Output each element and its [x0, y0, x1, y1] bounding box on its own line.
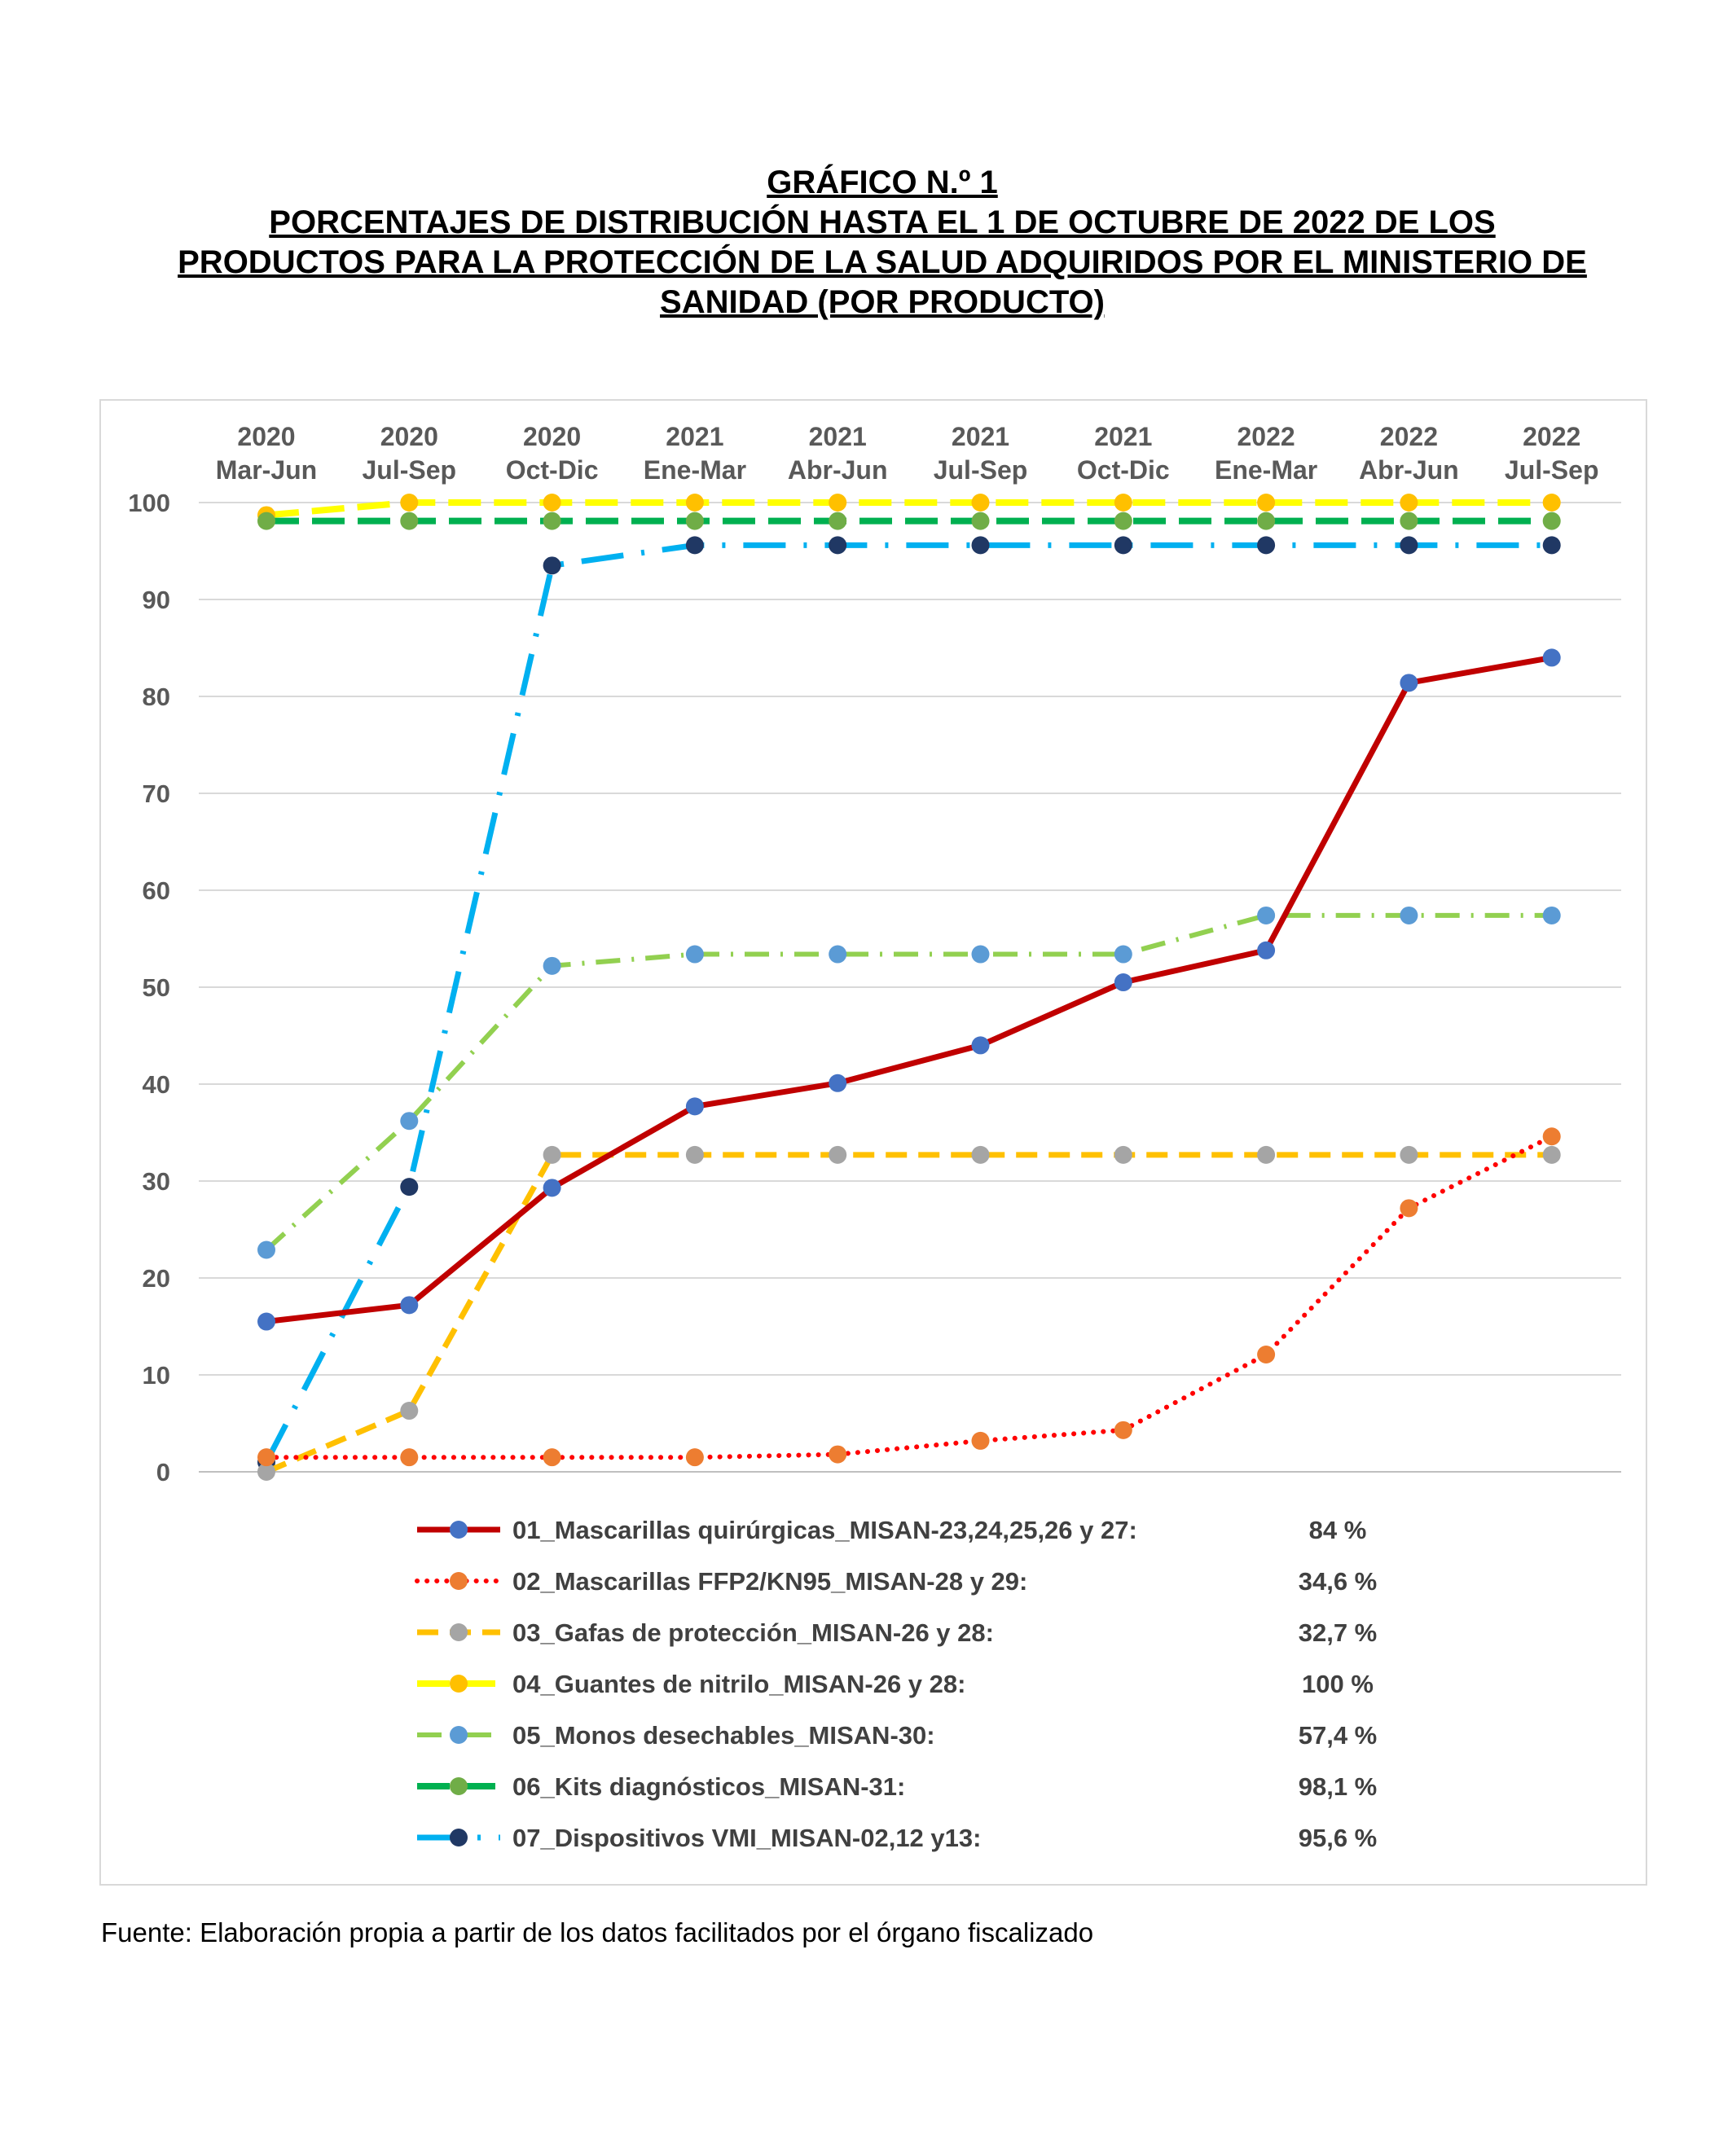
- data-point: [1400, 512, 1418, 530]
- y-tick-label: 60: [142, 876, 170, 905]
- data-point: [1257, 536, 1275, 554]
- x-tick-label: Abr-Jun: [1359, 455, 1459, 485]
- data-point: [543, 1146, 561, 1164]
- data-point: [1543, 494, 1561, 512]
- x-tick-label: Oct-Dic: [505, 455, 599, 485]
- data-point: [829, 1074, 846, 1092]
- data-point: [1114, 946, 1132, 964]
- x-tick-label: 2021: [808, 422, 867, 451]
- data-point: [1114, 1421, 1132, 1439]
- legend-label: 04_Guantes de nitrilo_MISAN-26 y 28:: [512, 1670, 966, 1698]
- data-point: [686, 512, 704, 530]
- data-point: [543, 1179, 561, 1197]
- data-point: [972, 536, 990, 554]
- data-point: [1257, 942, 1275, 959]
- data-point: [686, 946, 704, 964]
- y-tick-label: 70: [142, 779, 170, 808]
- x-tick-label: 2021: [666, 422, 724, 451]
- legend-label: 03_Gafas de protección_MISAN-26 y 28:: [512, 1618, 994, 1647]
- x-tick-label: 2021: [951, 422, 1010, 451]
- title-line: PORCENTAJES DE DISTRIBUCIÓN HASTA EL 1 DE OCTUBRE DE 2022 DE LOS: [269, 204, 1496, 240]
- data-point: [1400, 494, 1418, 512]
- series-5: [257, 907, 1561, 1259]
- data-point: [1400, 907, 1418, 924]
- series-6: [257, 512, 1561, 530]
- chart-area: [99, 399, 1647, 1886]
- data-point: [686, 1146, 704, 1164]
- y-tick-label: 80: [142, 683, 170, 711]
- data-point: [1543, 648, 1561, 666]
- series-line: [266, 545, 1552, 1462]
- legend-value: 100 %: [1302, 1670, 1374, 1698]
- x-tick-label: Jul-Sep: [933, 455, 1028, 485]
- series-line: [266, 1136, 1552, 1457]
- data-point: [1257, 1346, 1275, 1363]
- data-point: [1257, 907, 1275, 924]
- legend-item: [417, 1618, 1377, 1647]
- x-tick-label: Jul-Sep: [362, 455, 457, 485]
- x-tick-label: 2022: [1237, 422, 1295, 451]
- data-point: [257, 1313, 275, 1331]
- data-point: [1543, 907, 1561, 924]
- data-point: [400, 512, 418, 530]
- data-point: [1543, 1146, 1561, 1164]
- x-tick-label: Ene-Mar: [643, 455, 747, 485]
- legend-marker: [450, 1675, 468, 1693]
- series-line: [266, 1155, 1552, 1472]
- legend-item: [417, 1516, 1366, 1544]
- data-point: [1543, 512, 1561, 530]
- legend-marker: [450, 1521, 468, 1539]
- data-point: [543, 556, 561, 574]
- x-tick-label: Ene-Mar: [1214, 455, 1318, 485]
- legend-item: [417, 1824, 1377, 1852]
- data-point: [829, 494, 846, 512]
- data-point: [829, 512, 846, 530]
- legend-value: 98,1 %: [1298, 1772, 1378, 1801]
- series-line: [266, 657, 1552, 1321]
- legend-label: 02_Mascarillas FFP2/KN95_MISAN-28 y 29:: [512, 1567, 1028, 1596]
- y-tick-label: 30: [142, 1167, 170, 1196]
- data-point: [257, 512, 275, 530]
- data-point: [1114, 973, 1132, 991]
- data-point: [1114, 512, 1132, 530]
- x-tick-label: Abr-Jun: [787, 455, 888, 485]
- data-point: [400, 1296, 418, 1314]
- legend-marker: [450, 1572, 468, 1590]
- data-point: [972, 512, 990, 530]
- data-point: [1114, 536, 1132, 554]
- y-tick-label: 50: [142, 973, 170, 1002]
- legend-item: [417, 1772, 1377, 1801]
- data-point: [1400, 536, 1418, 554]
- data-point: [400, 1402, 418, 1420]
- legend-label: 06_Kits diagnósticos_MISAN-31:: [512, 1772, 906, 1801]
- data-point: [1257, 1146, 1275, 1164]
- data-point: [972, 1432, 990, 1450]
- data-point: [972, 946, 990, 964]
- x-tick-label: 2022: [1523, 422, 1581, 451]
- data-point: [972, 1036, 990, 1054]
- data-point: [686, 536, 704, 554]
- y-tick-label: 100: [128, 489, 170, 517]
- data-point: [543, 957, 561, 975]
- y-tick-label: 90: [142, 586, 170, 614]
- data-point: [1114, 1146, 1132, 1164]
- legend-item: [417, 1567, 1377, 1596]
- data-point: [972, 494, 990, 512]
- data-point: [1257, 494, 1275, 512]
- legend-value: 84 %: [1308, 1516, 1367, 1544]
- legend-label: 01_Mascarillas quirúrgicas_MISAN-23,24,25,26 y 27:: [512, 1516, 1137, 1544]
- legend-value: 57,4 %: [1298, 1721, 1378, 1750]
- y-tick-label: 0: [156, 1458, 170, 1486]
- title-line: PRODUCTOS PARA LA PROTECCIÓN DE LA SALUD ADQUIRIDOS POR EL MINISTERIO DE: [178, 244, 1587, 280]
- legend-value: 95,6 %: [1298, 1824, 1378, 1852]
- legend-value: 34,6 %: [1298, 1567, 1378, 1596]
- x-tick-label: 2020: [380, 422, 438, 451]
- legend-label: 05_Monos desechables_MISAN-30:: [512, 1721, 935, 1750]
- data-point: [829, 1146, 846, 1164]
- data-point: [543, 1448, 561, 1466]
- series-line: [266, 503, 1552, 516]
- legend-marker: [450, 1829, 468, 1846]
- data-point: [400, 494, 418, 512]
- data-point: [543, 494, 561, 512]
- data-point: [543, 512, 561, 530]
- series-2: [257, 1127, 1561, 1466]
- legend-value: 32,7 %: [1298, 1618, 1378, 1647]
- data-point: [257, 1240, 275, 1258]
- legend-marker: [450, 1777, 468, 1795]
- data-point: [686, 1448, 704, 1466]
- x-tick-label: 2020: [523, 422, 582, 451]
- chart-title: [98, 163, 1667, 323]
- x-tick-label: Mar-Jun: [215, 455, 318, 485]
- x-tick-label: 2022: [1379, 422, 1438, 451]
- title-line: GRÁFICO N.º 1: [767, 165, 998, 200]
- legend-marker: [450, 1726, 468, 1744]
- legend-item: [417, 1721, 1377, 1750]
- title-line: SANIDAD (POR PRODUCTO): [660, 284, 1105, 320]
- data-point: [829, 1446, 846, 1464]
- y-tick-label: 10: [142, 1361, 170, 1390]
- data-point: [829, 946, 846, 964]
- data-point: [1400, 1146, 1418, 1164]
- source-note: Fuente: Elaboración propia a partir de los datos facilitados por el órgano fiscalizado: [101, 1917, 1094, 1947]
- series-line: [266, 916, 1552, 1250]
- data-point: [972, 1146, 990, 1164]
- data-point: [686, 1097, 704, 1115]
- line-chart: [101, 401, 1646, 1884]
- data-point: [400, 1448, 418, 1466]
- data-point: [1543, 1127, 1561, 1145]
- series-3: [257, 1146, 1561, 1481]
- data-point: [400, 1112, 418, 1130]
- data-point: [829, 536, 846, 554]
- y-tick-label: 20: [142, 1264, 170, 1293]
- data-point: [1400, 1199, 1418, 1217]
- x-tick-label: 2020: [237, 422, 296, 451]
- data-point: [1543, 536, 1561, 554]
- x-tick-label: Jul-Sep: [1504, 455, 1599, 485]
- y-tick-label: 40: [142, 1070, 170, 1099]
- data-point: [1114, 494, 1132, 512]
- legend-marker: [450, 1623, 468, 1641]
- x-tick-label: Oct-Dic: [1076, 455, 1170, 485]
- data-point: [1400, 674, 1418, 692]
- legend-item: [417, 1670, 1374, 1698]
- data-point: [257, 1448, 275, 1466]
- data-point: [1257, 512, 1275, 530]
- x-tick-label: 2021: [1094, 422, 1153, 451]
- legend-label: 07_Dispositivos VMI_MISAN-02,12 y13:: [512, 1824, 982, 1852]
- data-point: [686, 494, 704, 512]
- data-point: [400, 1178, 418, 1196]
